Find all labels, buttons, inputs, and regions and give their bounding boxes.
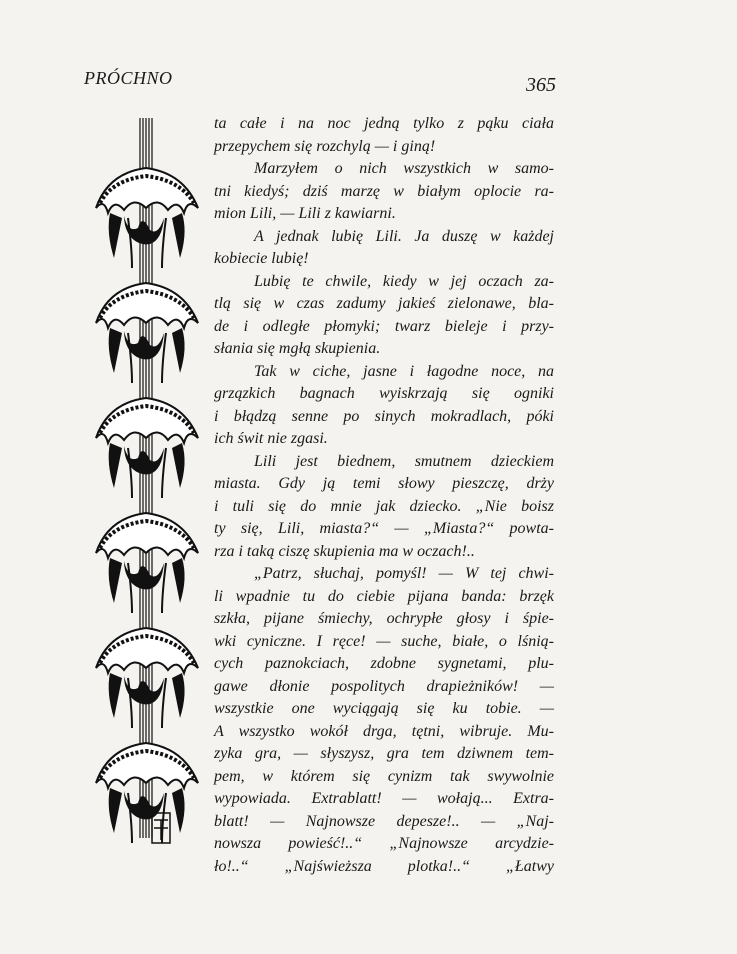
text-line: ta całe i na noc jedną tylko z pąku ciała: [214, 115, 554, 132]
text-line: A wszystko wokół drga, tętni, wibruje. Mu-: [214, 722, 554, 740]
text-line: słania się mgłą skupienia.: [214, 340, 381, 357]
running-head: PRÓCHNO: [84, 68, 173, 88]
text-line: Lili jest biednem, smutnem dzieckiem: [254, 452, 554, 470]
text-line: zyka gra, — słyszysz, gra tem dziwnem tem-: [214, 745, 554, 762]
text-line: li wpadnie tu do ciebie pijana banda: brzęk: [214, 587, 554, 605]
text-line: kobiecie lubię!: [214, 250, 309, 267]
text-line: de i odległe płomyki; twarz bieleje i przy-: [214, 317, 554, 335]
text-line: cych paznokciach, zdobne sygnetami, plu-: [214, 655, 554, 672]
text-line: wypowiada. Extrablatt! — wołają... Extra-: [214, 790, 554, 807]
text-line: A jednak lubię Lili. Ja duszę w każdej: [254, 227, 554, 245]
text-line: Tak w ciche, jasne i łagodne noce, na: [254, 362, 554, 380]
text-line: grzązkich bagnach wyiskrzają się ogniki: [214, 385, 554, 402]
text-line: miasta. Gdy ją temi słowy pieszczę, drży: [214, 475, 554, 492]
text-line: i błądzą senne po sinych mokradlach, póki: [214, 407, 554, 425]
text-line: Lubię te chwile, kiedy w jej oczach za-: [254, 272, 554, 290]
text-line: blatt! — Najnowsze depesze!.. — „Naj-: [214, 812, 554, 830]
text-line: wki cyniczne. I ręce! — suche, białe, o lśnią-: [214, 632, 554, 650]
art-nouveau-vertical-floral-border-icon: [88, 118, 206, 858]
text-line: mion Lili, — Lili z kawiarni.: [214, 205, 396, 222]
text-line: ty się, Lili, miasta?“ — „Miasta?“ powta-: [214, 520, 554, 537]
text-line: rza i taką ciszę skupienia ma w oczach!..: [214, 542, 475, 560]
text-line: ło!..“ „Najświeższa plotka!..“ „Łatwy: [214, 857, 554, 875]
text-line: przepychem się rozchylą — i giną!: [214, 137, 436, 155]
text-line: pem, w którem się cynizm tak swywolnie: [214, 767, 554, 785]
text-line: Marzyłem o nich wszystkich w samo-: [254, 160, 554, 177]
text-line: ich świt nie zgasi.: [214, 430, 328, 447]
text-line: wszystkie one wyciągają się ku tobie. —: [214, 700, 554, 717]
body-text: [214, 113, 554, 878]
monogram-icon: [152, 813, 170, 843]
text-line: i tuli się do mnie jak dziecko. „Nie boisz: [214, 497, 554, 515]
text-line: nowsza powieść!..“ „Najnowsze arcydzie-: [214, 835, 554, 852]
page-number: 365: [526, 74, 556, 96]
text-line: gawe dłonie pospolitych drapieżników! —: [214, 677, 554, 695]
text-line: tni kiedyś; dziś marzę w białym oplocie ra-: [214, 182, 554, 200]
text-line: „Patrz, słuchaj, pomyśl! — W tej chwi-: [254, 565, 554, 582]
text-line: tlą się w czas zadumy jakieś zielonawe, bla-: [214, 295, 554, 312]
text-line: szkła, pijane śmiechy, ochrypłe głosy i śpie-: [214, 610, 554, 627]
